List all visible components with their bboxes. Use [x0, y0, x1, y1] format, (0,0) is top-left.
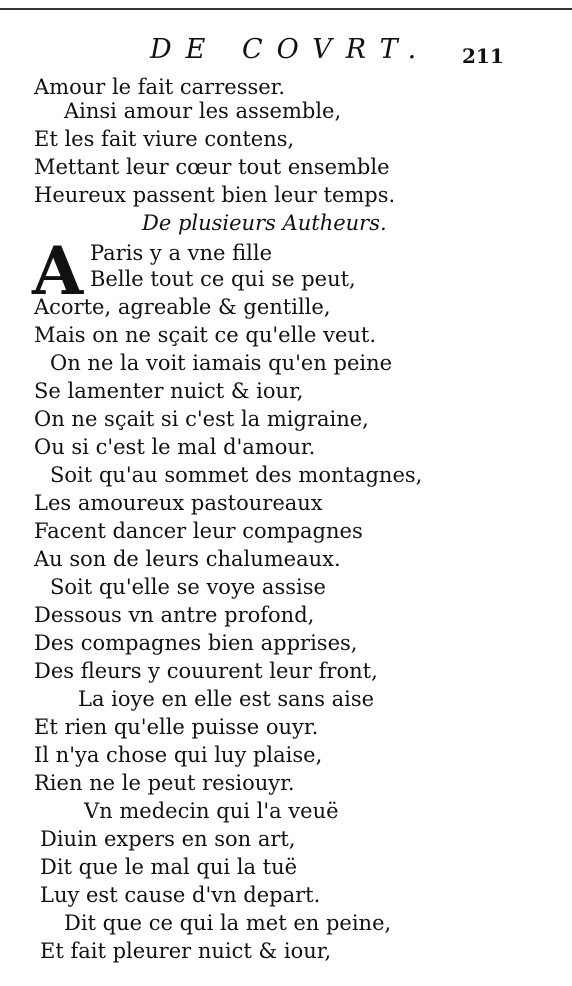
verse-line: Des fleurs y couurent leur front,: [34, 659, 378, 683]
verse-line: Mais on ne sçait ce qu'elle veut.: [34, 323, 377, 347]
drop-cap: A: [32, 232, 84, 310]
verse-line: Soit qu'elle se voye assise: [50, 575, 326, 599]
page-number: 211: [462, 44, 504, 68]
verse-line: Au son de leurs chalumeaux.: [34, 547, 341, 571]
verse-line: Dessous vn antre profond,: [34, 603, 315, 627]
verse-line: Et les fait viure contens,: [34, 127, 295, 151]
verse-line: Et fait pleurer nuict & iour,: [40, 939, 332, 963]
verse-line: Rien ne le peut resiouyr.: [34, 771, 295, 795]
verse-line: Heureux passent bien leur temps.: [34, 183, 396, 207]
section-attribution: De plusieurs Autheurs.: [142, 211, 387, 235]
verse-line: Luy est cause d'vn depart.: [40, 883, 321, 907]
verse-line: Vn medecin qui l'a veuë: [84, 799, 339, 823]
verse-line: Ou si c'est le mal d'amour.: [34, 435, 316, 459]
verse-line: On ne la voit iamais qu'en peine: [50, 351, 393, 375]
verse-line: Il n'ya chose qui luy plaise,: [34, 743, 323, 767]
verse-line: Dit que ce qui la met en peine,: [64, 911, 392, 935]
verse-line: Mettant leur cœur tout ensemble: [34, 155, 390, 179]
verse-line: Ainsi amour les assemble,: [64, 99, 342, 123]
verse-line: Belle tout ce qui se peut,: [90, 267, 356, 291]
verse-line: Acorte, agreable & gentille,: [34, 295, 331, 319]
verse-line: Facent dancer leur compagnes: [34, 519, 363, 543]
verse-line: Se lamenter nuict & iour,: [34, 379, 304, 403]
top-rule: [0, 8, 572, 10]
verse-line: Diuin expers en son art,: [40, 827, 296, 851]
verse-line: Paris y a vne fille: [90, 241, 273, 265]
verse-line: Amour le fait carresser.: [34, 75, 286, 99]
verse-line: Les amoureux pastoureaux: [34, 491, 323, 515]
verse-line: Des compagnes bien apprises,: [34, 631, 358, 655]
verse-line: Dit que le mal qui la tuë: [40, 855, 298, 879]
verse-line: La ioye en elle est sans aise: [78, 687, 375, 711]
verse-line: Soit qu'au sommet des montagnes,: [50, 463, 423, 487]
verse-line: Et rien qu'elle puisse ouyr.: [34, 715, 319, 739]
verse-line: On ne sçait si c'est la migraine,: [34, 407, 369, 431]
running-head: DE COVRT.: [150, 34, 431, 65]
page-header: [0, 34, 572, 74]
